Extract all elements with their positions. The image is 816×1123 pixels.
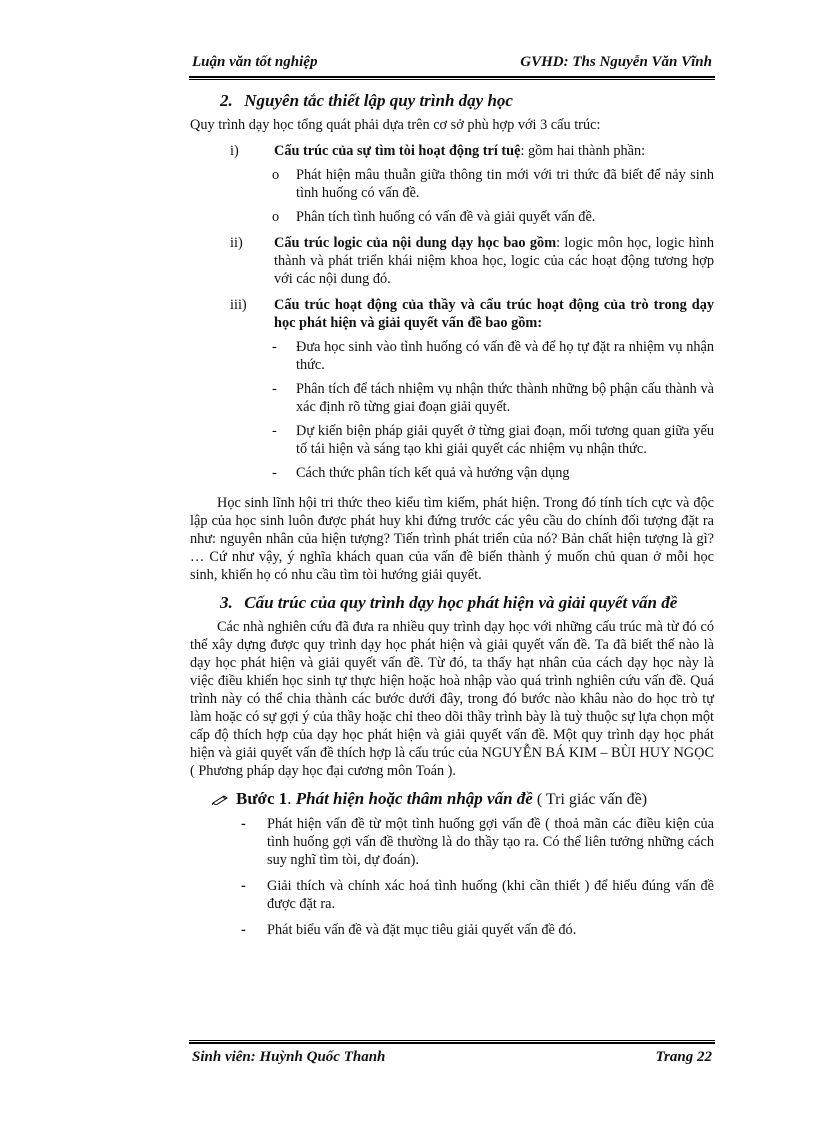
sub-item-text: Phát hiện mâu thuẫn giữa thông tin mới với tri thức đã biết để nảy sinh tình huống có vấn đề.: [296, 167, 714, 201]
list-number: ii): [230, 235, 243, 251]
sub-item-text: Phân tích tình huống có vấn đề và giải quyết vấn đề.: [296, 209, 596, 225]
sub-item-text: Dự kiến biện pháp giải quyết ở từng giai đoạn, mối tương quan giữa yếu tố tái hiện và sáng tạo khi giải quyết các nhiệm vụ nhận thức.: [296, 423, 714, 457]
step-note: ( Tri giác vấn đề): [532, 791, 648, 808]
step-title: Phát hiện hoặc thâm nhập vấn đề: [295, 789, 533, 808]
section-number: 3.: [220, 593, 233, 612]
section-number: 2.: [220, 91, 233, 110]
sub-item-text: Đưa học sinh vào tình huống có vấn đề và để họ tự đặt ra nhiệm vụ nhận thức.: [296, 339, 714, 373]
sub-item-text: Cách thức phân tích kết quả và hướng vận dụng: [296, 465, 570, 481]
step-label: Bước 1: [236, 789, 288, 808]
sub-item: [190, 422, 714, 458]
page-number: Trang 22: [655, 1049, 712, 1065]
list-item-iii: [190, 296, 714, 332]
list-item-text: : gồm hai thành phần:: [520, 143, 646, 159]
section-3-paragraph: Các nhà nghiên cứu đã đưa ra nhiều quy trình dạy học với những cấu trúc mà từ đó có thể xây dựng được quy trình dạy học phát hiện và giải quyết vấn đề. Ta đã biết thế nào là dạy học phát hiện và giải quyết vấn đề. Từ đó, ta thấy hạt nhân của cách dạy học này là việc điều khiển học sinh tự thực hiện hoặc hoà nhập vào quá trình nghiên cứu vấn đề. Quá trình này có thể chia thành các bước dưới đây, trong đó bước nào khâu nào do học trò tự làm hoặc có sự gợi ý của thầy hoặc chỉ theo dõi thầy trình bày là tuỳ thuộc sự lựa chọn một cấp độ thích hợp của dạy học phát hiện và giải quyết vấn đề. Một quy trình dạy học phát hiện và giải quyết vấn đề thích hợp là cấu trúc của NGUYỄN BÁ KIM – BÙI HUY NGỌC ( Phương pháp dạy học đại cương môn Toán ).: [190, 619, 714, 779]
step-item-text: Phát biểu vấn đề và đặt mục tiêu giải quyết vấn đề đó.: [267, 922, 577, 938]
step-item: [190, 877, 714, 913]
list-item-bold: Cấu trúc hoạt động của thầy và cấu trúc hoạt động của trò trong dạy học phát hiện và giải quyết vấn đề bao gồm:: [274, 297, 714, 331]
header-thesis-label: Luận văn tốt nghiệp: [192, 54, 318, 70]
section-title: Cấu trúc của quy trình dạy học phát hiện và giải quyết vấn đề: [244, 593, 678, 612]
list-item-ii: [190, 234, 714, 288]
sub-item: [190, 380, 714, 416]
header-rule: [189, 76, 715, 80]
header-advisor: GVHD: Ths Nguyễn Văn Vĩnh: [520, 54, 712, 70]
sub-item: [190, 464, 714, 482]
circle-bullet-icon: o: [272, 167, 280, 183]
section-3-heading: [220, 594, 714, 612]
sub-item: [190, 166, 714, 202]
sub-item: [190, 338, 714, 374]
dash-bullet-icon: -: [241, 816, 246, 832]
sub-item: [190, 208, 714, 226]
list-number: i): [230, 143, 239, 159]
step-dot: .: [287, 789, 292, 808]
list-number: iii): [230, 297, 247, 313]
list-item-text: : logic môn học, logic hình thành và phát triển khái niệm khoa học, logic của các hoạt động tương hợp với các nội dung đó.: [274, 235, 715, 287]
footer-student: Sinh viên: Huỳnh Quốc Thanh: [192, 1049, 386, 1065]
list-item-bold: Cấu trúc của sự tìm tòi hoạt động trí tuệ: [274, 143, 521, 159]
section-title: Nguyên tắc thiết lập quy trình dạy học: [244, 91, 513, 110]
list-item-bold: Cấu trúc logic của nội dung dạy học bao gồm: [274, 235, 557, 251]
section-2-heading: [220, 92, 714, 110]
dash-bullet-icon: -: [272, 339, 277, 355]
sub-item-text: Phân tích để tách nhiệm vụ nhận thức thành những bộ phận cấu thành và xác định rõ từng giai đoạn giải quyết.: [296, 381, 714, 415]
footer-rule: [189, 1040, 715, 1044]
dash-bullet-icon: -: [272, 465, 277, 481]
step-item: [190, 815, 714, 869]
step-item-text: Giải thích và chính xác hoá tình huống (khi cần thiết ) để hiểu đúng vấn đề được đặt ra.: [267, 878, 714, 912]
circle-bullet-icon: o: [272, 209, 280, 225]
section-2-intro: Quy trình dạy học tổng quát phải dựa trên cơ sở phù hợp với 3 cấu trúc:: [190, 117, 601, 133]
list-item-i: [190, 142, 714, 160]
step-1-heading: [212, 790, 714, 809]
dash-bullet-icon: -: [241, 878, 246, 894]
step-item-text: Phát hiện vấn đề từ một tình huống gợi vấn đề ( thoả mãn các điều kiện của tình huống gợi vấn đề thường là do thầy tạo ra. Có thể liên tưởng những cách suy nghĩ tìm tòi, dự đoán).: [267, 816, 714, 868]
section-2-paragraph: Học sinh lĩnh hội tri thức theo kiểu tìm kiếm, phát hiện. Trong đó tính tích cực và độc lập của học sinh luôn được phát huy khi đứng trước các yêu cầu do chính đối tượng đặt ra như: nguyên nhân của hiện tượng? Tiến trình phát triển của nó? Bản chất hiện tượng là gì? … Cứ như vậy, ý nghĩa khách quan của vấn đề biến thành ý muốn chủ quan ở mỗi học sinh, khiến họ có nhu cầu tìm tòi hướng giải quyết.: [190, 495, 714, 583]
dash-bullet-icon: -: [272, 423, 277, 439]
dash-bullet-icon: -: [241, 922, 246, 938]
dash-bullet-icon: -: [272, 381, 277, 397]
step-item: [190, 921, 714, 939]
pencil-icon: [212, 795, 228, 805]
page-content: [190, 92, 714, 947]
